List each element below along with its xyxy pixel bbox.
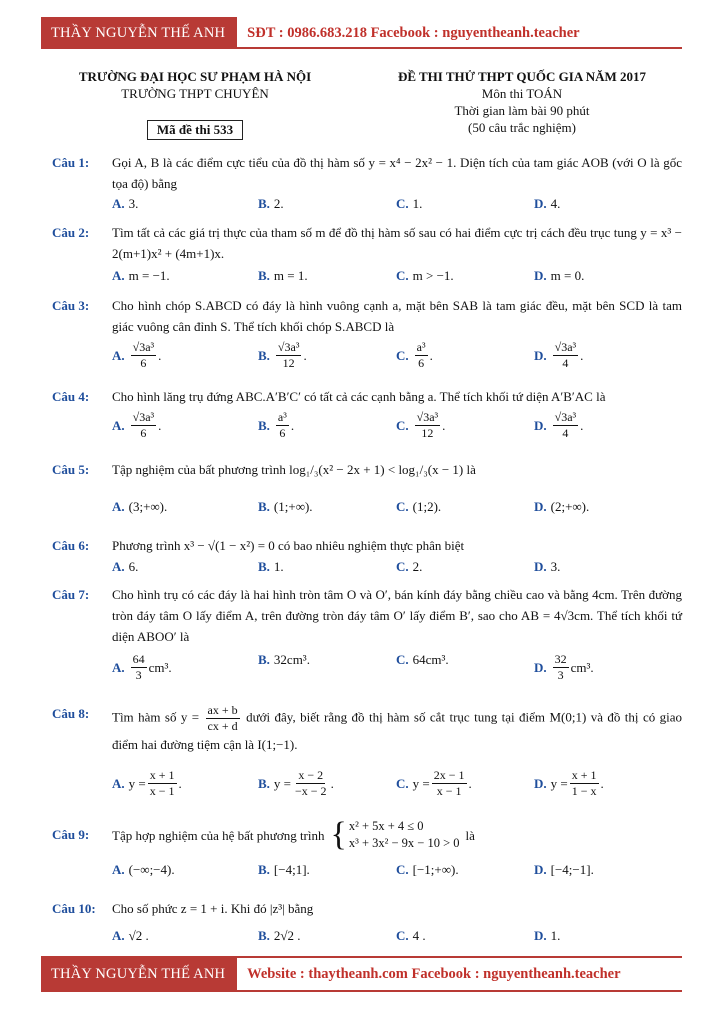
question-1 <box>52 152 682 194</box>
question-text: Cho hình chóp S.ABCD có đáy là hình vuông cạnh a, mặt bên SAB là tam giác đều, mặt bên SCD là tam giác vuông cân đỉnh S. Thể tích khối chóp S.ABCD là <box>112 298 682 334</box>
question-text: Tập nghiệm của bất phương trình <box>112 462 286 477</box>
option-c[interactable]: C. $\frac{\text{√3a³}}{12}$ . <box>396 410 446 440</box>
teacher-name: THẦY NGUYỄN THẾ ANH <box>41 17 237 49</box>
school-block <box>60 68 330 102</box>
option-c[interactable]: C. y = $\frac{2x - 1}{x - 1}$ . <box>396 768 472 798</box>
option-b[interactable]: B. 1. <box>258 559 284 574</box>
option-d[interactable]: D. [−4;−1]. <box>534 862 594 877</box>
option-c[interactable]: C. 4 . <box>396 928 426 943</box>
question-4 <box>52 386 682 407</box>
option-b[interactable]: B. 2√2 . <box>258 928 301 943</box>
option-c[interactable]: C. [−1;+∞). <box>396 862 459 877</box>
website-info: Website : thaytheanh.com Facebook : nguyentheanh.teacher <box>247 965 621 982</box>
question-text: Phương trình x³ − √(1 − x²) = 0 có bao nhiêu nghiệm thực phân biệt <box>112 538 465 553</box>
question-label: Câu 1: <box>52 155 90 170</box>
question-label: Câu 7: <box>52 587 90 602</box>
option-a[interactable]: A. m = −1. <box>112 268 170 283</box>
question-text: Cho hình lăng trụ đứng ABC.A′B′C′ có tất cả các cạnh bằng a. Thể tích khối tứ diện A′B′AC là <box>112 389 606 404</box>
option-a[interactable]: A. 3. <box>112 196 139 211</box>
question-6 <box>52 535 682 556</box>
option-c[interactable]: C. (1;2). <box>396 499 442 514</box>
question-5 <box>52 459 682 480</box>
bottom-banner <box>41 958 621 990</box>
option-c[interactable]: C. m > −1. <box>396 268 454 283</box>
question-label: Câu 3: <box>52 298 90 313</box>
question-label: Câu 9: <box>52 827 90 842</box>
option-c[interactable]: C. 1. <box>396 196 423 211</box>
option-c[interactable]: C. 2. <box>396 559 423 574</box>
option-d[interactable]: D. 3. <box>534 559 561 574</box>
option-c[interactable]: C. $\frac{\text{a³}}{6}$ . <box>396 340 433 370</box>
question-9: Câu 9: Tập hợp nghiệm của hệ bất phương trình { x² + 5x + 4 ≤ 0 x³ + 3x² − 9x − 10 > 0 là <box>52 816 475 853</box>
question-label: Câu 2: <box>52 225 90 240</box>
bottom-divider-lower <box>41 990 682 992</box>
option-b[interactable]: B. $\frac{\text{a³}}{6}$ . <box>258 410 295 440</box>
option-d[interactable]: D. m = 0. <box>534 268 585 283</box>
question-label: Câu 6: <box>52 538 90 553</box>
question-3 <box>52 295 682 337</box>
option-a[interactable]: A. (3;+∞). <box>112 499 168 514</box>
option-b[interactable]: B. [−4;1]. <box>258 862 310 877</box>
question-label: Câu 8: <box>52 706 90 721</box>
question-text: Gọi A, B là các điểm cực tiểu của đồ thị hàm số y = x⁴ − 2x² − 1. Diện tích của tam giác AOB (với O là gốc tọa độ) bằng <box>112 155 682 191</box>
option-b[interactable]: B. 2. <box>258 196 284 211</box>
question-text: Tìm tất cả các giá trị thực của tham số m để đồ thị hàm số sau có hai điểm cực trị cách đều trục tung y = x³ − 2(m+1)x² + (4m+1)x. <box>112 225 682 261</box>
option-b[interactable]: B. m = 1. <box>258 268 308 283</box>
question-text: Tập hợp nghiệm của hệ bất phương trình <box>112 827 325 843</box>
exam-code: Mã đề thi 533 <box>147 120 243 140</box>
option-d[interactable]: D. $\frac{\text{√3a³}}{4}$ . <box>534 340 584 370</box>
question-8: Câu 8: Tìm hàm số y = $\frac{ax + b}{cx + d}$ dưới đây, biết rằng đồ thị hàm số cắt trục tung tại điểm M(0;1) và đồ thị có giao điểm hai đường tiệm cận là I(1;−1). <box>52 703 683 752</box>
option-d[interactable]: D. $\frac{32}{3}$ cm³. <box>534 652 594 682</box>
question-text: Cho số phức z = 1 + i. Khi đó |z³| bằng <box>112 901 314 916</box>
option-a[interactable]: A. $\frac{\text{√3a³}}{6}$ . <box>112 410 162 440</box>
option-a[interactable]: A. $\frac{\text{√3a³}}{6}$ . <box>112 340 162 370</box>
top-divider <box>41 47 682 49</box>
option-b[interactable]: B. (1;+∞). <box>258 499 313 514</box>
question-10 <box>52 898 682 919</box>
subject: Môn thi TOÁN <box>481 86 563 101</box>
option-a[interactable]: A. $\frac{64}{3}$ cm³. <box>112 652 172 682</box>
teacher-name: THẦY NGUYỄN THẾ ANH <box>41 958 237 990</box>
log-inequality: log₁/₃(x² − 2x + 1) < log₁/₃(x − 1) là <box>289 462 476 477</box>
option-a[interactable]: A. y = $\frac{x + 1}{x - 1}$ . <box>112 768 182 798</box>
contact-info: SĐT : 0986.683.218 Facebook : nguyentheanh.teacher <box>247 24 580 41</box>
exam-title: ĐỀ THI THỬ THPT QUỐC GIA NĂM 2017 <box>397 69 647 84</box>
school-name: TRƯỜNG ĐẠI HỌC SƯ PHẠM HÀ NỘI <box>78 69 312 84</box>
option-b[interactable]: B. $\frac{\text{√3a³}}{12}$ . <box>258 340 307 370</box>
option-c[interactable]: C. 64cm³. <box>396 652 449 667</box>
inequality-system: { x² + 5x + 4 ≤ 0 x³ + 3x² − 9x − 10 > 0 <box>330 816 460 853</box>
top-banner <box>41 17 580 49</box>
subschool-name: TRƯỜNG THPT CHUYÊN <box>121 86 269 101</box>
option-b[interactable]: B. 32cm³. <box>258 652 310 667</box>
option-d[interactable]: D. y = $\frac{x + 1}{1 - x}$ . <box>534 768 604 798</box>
option-d[interactable]: D. 1. <box>534 928 561 943</box>
question-text: Tìm hàm số y = <box>112 709 200 725</box>
exam-title-block <box>372 68 672 136</box>
option-a[interactable]: A. (−∞;−4). <box>112 862 175 877</box>
question-label: Câu 4: <box>52 389 90 404</box>
question-label: Câu 5: <box>52 462 90 477</box>
question-7 <box>52 584 682 647</box>
question-text: Cho hình trụ có các đáy là hai hình tròn tâm O và O′, bán kính đáy bằng chiều cao và bằng 4cm. Trên đường tròn đáy tâm O lấy điểm A, trên đường tròn đáy tâm O′ lấy điểm B′, sao cho AB = 4√3cm. Thể tích khối tứ diện ABOO′ là <box>112 587 682 644</box>
option-a[interactable]: A. √2 . <box>112 928 149 943</box>
option-d[interactable]: D. 4. <box>534 196 561 211</box>
option-a[interactable]: A. 6. <box>112 559 139 574</box>
question-count: (50 câu trắc nghiệm) <box>468 120 576 135</box>
question-label: Câu 10: <box>52 901 96 916</box>
option-d[interactable]: D. $\frac{\text{√3a³}}{4}$ . <box>534 410 584 440</box>
duration: Thời gian làm bài 90 phút <box>454 103 590 118</box>
question-2 <box>52 222 682 264</box>
option-b[interactable]: B. y = $\frac{x - 2}{-x - 2}$ . <box>258 768 334 798</box>
option-d[interactable]: D. (2;+∞). <box>534 499 590 514</box>
